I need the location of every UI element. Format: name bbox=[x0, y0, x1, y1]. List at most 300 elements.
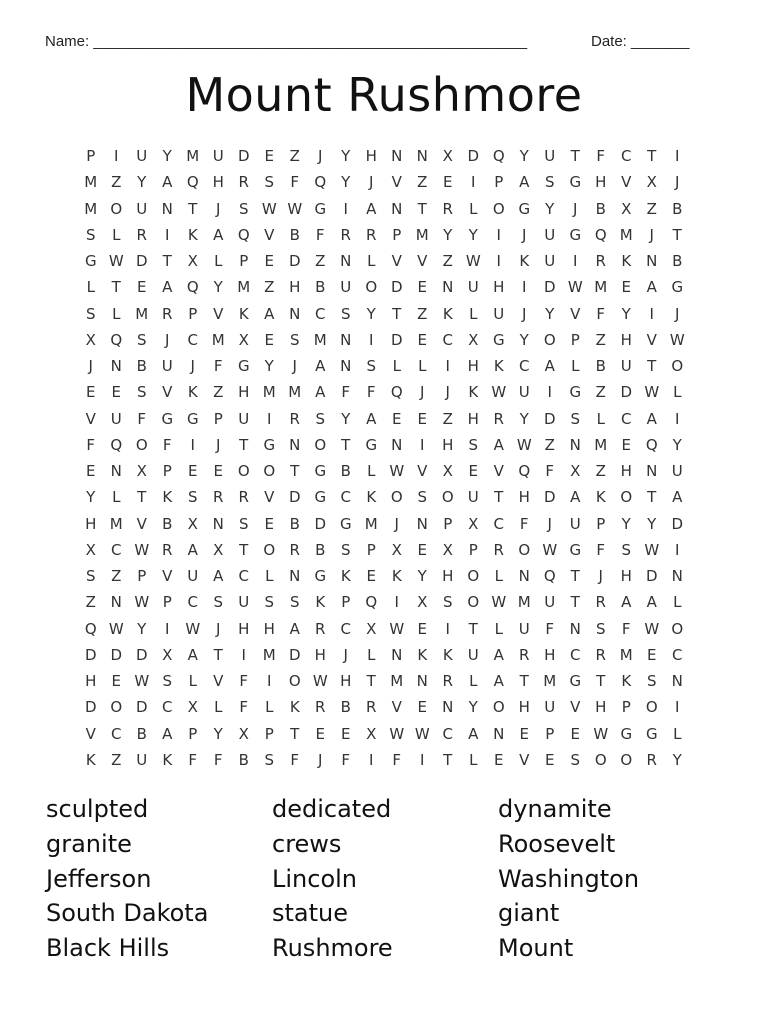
grid-letter[interactable]: N bbox=[110, 462, 122, 481]
grid-letter[interactable]: H bbox=[238, 383, 250, 402]
grid-letter[interactable]: P bbox=[341, 593, 351, 612]
grid-letter[interactable]: X bbox=[417, 593, 428, 612]
grid-letter[interactable]: B bbox=[315, 540, 326, 559]
grid-letter[interactable]: W bbox=[465, 252, 481, 271]
grid-letter[interactable]: X bbox=[442, 147, 453, 166]
grid-letter[interactable]: S bbox=[187, 488, 198, 507]
grid-letter[interactable]: W bbox=[134, 672, 150, 691]
grid-letter[interactable]: G bbox=[569, 225, 582, 244]
grid-letter[interactable]: F bbox=[545, 462, 555, 481]
grid-letter[interactable]: A bbox=[646, 593, 657, 612]
grid-letter[interactable]: S bbox=[264, 593, 275, 612]
grid-letter[interactable]: E bbox=[137, 278, 147, 297]
grid-letter[interactable]: X bbox=[442, 540, 453, 559]
grid-letter[interactable]: H bbox=[620, 567, 632, 586]
grid-letter[interactable]: T bbox=[443, 750, 453, 769]
grid-letter[interactable]: J bbox=[343, 645, 348, 664]
grid-letter[interactable]: S bbox=[315, 409, 326, 428]
grid-letter[interactable]: A bbox=[621, 593, 632, 612]
grid-letter[interactable]: W bbox=[644, 619, 660, 638]
grid-letter[interactable]: C bbox=[340, 488, 351, 507]
grid-letter[interactable]: D bbox=[645, 567, 658, 586]
grid-letter[interactable]: A bbox=[672, 488, 683, 507]
grid-letter[interactable]: P bbox=[188, 724, 198, 743]
grid-letter[interactable]: A bbox=[468, 724, 479, 743]
grid-letter[interactable]: T bbox=[188, 199, 198, 218]
grid-letter[interactable]: E bbox=[417, 619, 427, 638]
grid-letter[interactable]: R bbox=[289, 540, 300, 559]
grid-letter[interactable]: T bbox=[494, 488, 504, 507]
grid-letter[interactable]: Z bbox=[442, 409, 453, 428]
grid-letter[interactable]: I bbox=[369, 750, 374, 769]
grid-letter[interactable]: L bbox=[367, 645, 376, 664]
grid-letter[interactable]: X bbox=[442, 462, 453, 481]
grid-letter[interactable]: N bbox=[646, 462, 658, 481]
grid-letter[interactable]: X bbox=[570, 462, 581, 481]
grid-letter[interactable]: E bbox=[111, 383, 121, 402]
grid-letter[interactable]: F bbox=[290, 750, 300, 769]
grid-letter[interactable]: R bbox=[366, 698, 377, 717]
grid-letter[interactable]: N bbox=[391, 199, 403, 218]
grid-letter[interactable]: L bbox=[673, 593, 682, 612]
grid-letter[interactable]: H bbox=[467, 357, 479, 376]
grid-letter[interactable]: U bbox=[467, 488, 479, 507]
grid-letter[interactable]: A bbox=[213, 225, 224, 244]
grid-letter[interactable]: D bbox=[237, 147, 250, 166]
grid-letter[interactable]: Y bbox=[519, 330, 529, 349]
grid-letter[interactable]: Q bbox=[84, 619, 97, 638]
grid-letter[interactable]: Y bbox=[647, 514, 657, 533]
grid-letter[interactable]: Y bbox=[672, 435, 682, 454]
grid-letter[interactable]: R bbox=[315, 619, 326, 638]
grid-letter[interactable]: Y bbox=[443, 225, 453, 244]
grid-letter[interactable]: U bbox=[544, 252, 556, 271]
grid-letter[interactable]: G bbox=[569, 173, 582, 192]
grid-letter[interactable]: M bbox=[262, 645, 276, 664]
grid-letter[interactable]: N bbox=[391, 147, 403, 166]
grid-letter[interactable]: G bbox=[365, 435, 378, 454]
grid-letter[interactable]: I bbox=[369, 330, 374, 349]
grid-letter[interactable]: D bbox=[288, 645, 301, 664]
grid-letter[interactable]: R bbox=[595, 645, 606, 664]
grid-letter[interactable]: B bbox=[289, 225, 300, 244]
grid-letter[interactable]: U bbox=[238, 593, 250, 612]
grid-letter[interactable]: Q bbox=[518, 462, 531, 481]
grid-letter[interactable]: O bbox=[620, 750, 633, 769]
grid-letter[interactable]: K bbox=[340, 567, 351, 586]
grid-letter[interactable]: X bbox=[468, 514, 479, 533]
grid-letter[interactable]: X bbox=[366, 619, 377, 638]
grid-letter[interactable]: E bbox=[366, 567, 376, 586]
grid-letter[interactable]: T bbox=[570, 147, 580, 166]
grid-letter[interactable]: W bbox=[389, 619, 405, 638]
grid-letter[interactable]: W bbox=[108, 619, 124, 638]
grid-letter[interactable]: R bbox=[595, 593, 606, 612]
grid-letter[interactable]: R bbox=[238, 488, 249, 507]
grid-letter[interactable]: N bbox=[161, 199, 173, 218]
grid-letter[interactable]: I bbox=[547, 383, 552, 402]
date-field[interactable]: Date: _______ bbox=[591, 33, 690, 50]
grid-letter[interactable]: R bbox=[238, 173, 249, 192]
grid-letter[interactable]: O bbox=[441, 488, 454, 507]
grid-letter[interactable]: L bbox=[214, 252, 223, 271]
grid-letter[interactable]: G bbox=[84, 252, 97, 271]
grid-letter[interactable]: V bbox=[162, 383, 173, 402]
grid-letter[interactable]: M bbox=[619, 645, 633, 664]
grid-letter[interactable]: N bbox=[110, 357, 122, 376]
grid-letter[interactable]: T bbox=[162, 252, 172, 271]
grid-letter[interactable]: F bbox=[545, 619, 555, 638]
grid-letter[interactable]: N bbox=[340, 330, 352, 349]
grid-letter[interactable]: A bbox=[162, 173, 173, 192]
grid-letter[interactable]: S bbox=[366, 357, 377, 376]
grid-letter[interactable]: M bbox=[364, 514, 378, 533]
grid-letter[interactable]: K bbox=[162, 750, 173, 769]
grid-letter[interactable]: D bbox=[620, 383, 633, 402]
grid-letter[interactable]: N bbox=[416, 672, 428, 691]
grid-letter[interactable]: Z bbox=[417, 304, 428, 323]
grid-letter[interactable]: H bbox=[518, 698, 530, 717]
grid-letter[interactable]: G bbox=[671, 278, 684, 297]
grid-letter[interactable]: F bbox=[213, 357, 223, 376]
grid-letter[interactable]: X bbox=[187, 514, 198, 533]
grid-letter[interactable]: P bbox=[239, 252, 249, 271]
grid-letter[interactable]: T bbox=[647, 488, 657, 507]
grid-letter[interactable]: R bbox=[315, 698, 326, 717]
grid-letter[interactable]: J bbox=[318, 147, 323, 166]
grid-letter[interactable]: P bbox=[188, 304, 198, 323]
grid-letter[interactable]: Y bbox=[137, 619, 147, 638]
grid-letter[interactable]: S bbox=[595, 619, 606, 638]
grid-letter[interactable]: O bbox=[135, 435, 148, 454]
grid-letter[interactable]: H bbox=[544, 645, 556, 664]
grid-letter[interactable]: W bbox=[669, 330, 685, 349]
grid-letter[interactable]: I bbox=[649, 304, 654, 323]
grid-letter[interactable]: T bbox=[417, 199, 427, 218]
grid-letter[interactable]: L bbox=[112, 304, 121, 323]
grid-letter[interactable]: P bbox=[494, 173, 504, 192]
grid-letter[interactable]: Y bbox=[672, 750, 682, 769]
grid-letter[interactable]: P bbox=[468, 540, 478, 559]
grid-letter[interactable]: Y bbox=[162, 147, 172, 166]
grid-letter[interactable]: P bbox=[137, 567, 147, 586]
grid-letter[interactable]: V bbox=[162, 567, 173, 586]
grid-letter[interactable]: W bbox=[567, 278, 583, 297]
grid-letter[interactable]: B bbox=[238, 750, 249, 769]
grid-letter[interactable]: N bbox=[569, 435, 581, 454]
grid-letter[interactable]: H bbox=[212, 173, 224, 192]
grid-letter[interactable]: N bbox=[289, 435, 301, 454]
grid-letter[interactable]: W bbox=[516, 435, 532, 454]
grid-letter[interactable]: E bbox=[468, 462, 478, 481]
grid-letter[interactable]: E bbox=[621, 278, 631, 297]
grid-letter[interactable]: N bbox=[518, 567, 530, 586]
grid-letter[interactable]: O bbox=[671, 357, 684, 376]
grid-letter[interactable]: M bbox=[262, 383, 276, 402]
grid-letter[interactable]: B bbox=[595, 199, 606, 218]
grid-letter[interactable]: P bbox=[596, 514, 606, 533]
grid-letter[interactable]: E bbox=[188, 462, 198, 481]
grid-letter[interactable]: T bbox=[239, 435, 249, 454]
grid-letter[interactable]: Y bbox=[264, 357, 274, 376]
grid-letter[interactable]: R bbox=[493, 409, 504, 428]
grid-letter[interactable]: T bbox=[596, 672, 606, 691]
grid-letter[interactable]: C bbox=[187, 330, 198, 349]
grid-letter[interactable]: M bbox=[211, 330, 225, 349]
grid-letter[interactable]: P bbox=[443, 514, 453, 533]
grid-letter[interactable]: Q bbox=[186, 173, 199, 192]
grid-letter[interactable]: Y bbox=[86, 488, 96, 507]
grid-letter[interactable]: Y bbox=[545, 304, 555, 323]
grid-letter[interactable]: V bbox=[391, 698, 402, 717]
grid-letter[interactable]: W bbox=[287, 199, 303, 218]
grid-letter[interactable]: C bbox=[519, 357, 530, 376]
grid-letter[interactable]: C bbox=[162, 698, 173, 717]
grid-letter[interactable]: J bbox=[522, 304, 527, 323]
grid-letter[interactable]: V bbox=[417, 462, 428, 481]
grid-letter[interactable]: R bbox=[340, 225, 351, 244]
grid-letter[interactable]: O bbox=[543, 330, 556, 349]
grid-letter[interactable]: I bbox=[675, 147, 680, 166]
grid-letter[interactable]: S bbox=[442, 593, 453, 612]
grid-letter[interactable]: M bbox=[415, 225, 429, 244]
grid-letter[interactable]: G bbox=[263, 435, 276, 454]
grid-letter[interactable]: C bbox=[315, 304, 326, 323]
grid-letter[interactable]: V bbox=[85, 724, 96, 743]
grid-letter[interactable]: D bbox=[543, 488, 556, 507]
grid-letter[interactable]: Y bbox=[341, 147, 351, 166]
grid-letter[interactable]: R bbox=[493, 540, 504, 559]
grid-letter[interactable]: L bbox=[392, 357, 401, 376]
grid-letter[interactable]: F bbox=[290, 173, 300, 192]
grid-letter[interactable]: C bbox=[111, 724, 122, 743]
grid-letter[interactable]: Q bbox=[492, 147, 505, 166]
grid-letter[interactable]: Q bbox=[365, 593, 378, 612]
grid-letter[interactable]: T bbox=[468, 619, 478, 638]
grid-letter[interactable]: X bbox=[162, 645, 173, 664]
grid-letter[interactable]: D bbox=[467, 147, 480, 166]
grid-letter[interactable]: A bbox=[187, 540, 198, 559]
grid-letter[interactable]: E bbox=[570, 724, 580, 743]
grid-letter[interactable]: K bbox=[366, 488, 377, 507]
grid-letter[interactable]: Y bbox=[468, 698, 478, 717]
grid-letter[interactable]: N bbox=[493, 724, 505, 743]
grid-letter[interactable]: Z bbox=[417, 173, 428, 192]
grid-letter[interactable]: F bbox=[188, 750, 198, 769]
grid-letter[interactable]: O bbox=[467, 593, 480, 612]
grid-letter[interactable]: X bbox=[238, 724, 249, 743]
grid-letter[interactable]: I bbox=[496, 252, 501, 271]
grid-letter[interactable]: D bbox=[314, 514, 327, 533]
grid-letter[interactable]: N bbox=[416, 514, 428, 533]
grid-letter[interactable]: B bbox=[315, 278, 326, 297]
grid-letter[interactable]: G bbox=[314, 567, 327, 586]
grid-letter[interactable]: T bbox=[341, 435, 351, 454]
grid-letter[interactable]: Y bbox=[417, 567, 427, 586]
grid-letter[interactable]: S bbox=[621, 540, 632, 559]
grid-letter[interactable]: O bbox=[263, 462, 276, 481]
grid-letter[interactable]: K bbox=[468, 383, 479, 402]
grid-letter[interactable]: K bbox=[442, 304, 453, 323]
grid-letter[interactable]: C bbox=[238, 567, 249, 586]
grid-letter[interactable]: X bbox=[136, 462, 147, 481]
grid-letter[interactable]: Q bbox=[390, 383, 403, 402]
grid-letter[interactable]: U bbox=[212, 147, 224, 166]
grid-letter[interactable]: P bbox=[264, 724, 274, 743]
grid-letter[interactable]: Q bbox=[110, 330, 123, 349]
grid-letter[interactable]: S bbox=[162, 672, 173, 691]
grid-letter[interactable]: P bbox=[392, 225, 402, 244]
grid-letter[interactable]: W bbox=[644, 540, 660, 559]
grid-letter[interactable]: F bbox=[596, 304, 606, 323]
grid-letter[interactable]: V bbox=[264, 488, 275, 507]
grid-letter[interactable]: I bbox=[496, 225, 501, 244]
grid-letter[interactable]: I bbox=[343, 199, 348, 218]
grid-letter[interactable]: K bbox=[315, 593, 326, 612]
grid-letter[interactable]: M bbox=[619, 225, 633, 244]
grid-letter[interactable]: B bbox=[595, 357, 606, 376]
grid-letter[interactable]: G bbox=[645, 724, 658, 743]
grid-letter[interactable]: B bbox=[289, 514, 300, 533]
grid-letter[interactable]: F bbox=[162, 435, 172, 454]
grid-letter[interactable]: U bbox=[161, 357, 173, 376]
grid-letter[interactable]: D bbox=[135, 645, 148, 664]
grid-letter[interactable]: X bbox=[187, 252, 198, 271]
grid-letter[interactable]: T bbox=[290, 724, 300, 743]
grid-letter[interactable]: F bbox=[137, 409, 147, 428]
grid-letter[interactable]: H bbox=[518, 488, 530, 507]
grid-letter[interactable]: J bbox=[190, 357, 195, 376]
grid-letter[interactable]: Q bbox=[543, 567, 556, 586]
grid-letter[interactable]: M bbox=[84, 173, 98, 192]
grid-letter[interactable]: S bbox=[85, 567, 96, 586]
grid-letter[interactable]: Z bbox=[595, 330, 606, 349]
grid-letter[interactable]: V bbox=[519, 750, 530, 769]
grid-letter[interactable]: L bbox=[112, 488, 121, 507]
grid-letter[interactable]: J bbox=[318, 750, 323, 769]
grid-letter[interactable]: Z bbox=[595, 383, 606, 402]
grid-letter[interactable]: C bbox=[621, 409, 632, 428]
grid-letter[interactable]: A bbox=[493, 435, 504, 454]
grid-letter[interactable]: M bbox=[186, 147, 200, 166]
grid-letter[interactable]: C bbox=[570, 645, 581, 664]
grid-letter[interactable]: T bbox=[239, 540, 249, 559]
grid-letter[interactable]: S bbox=[570, 409, 581, 428]
grid-letter[interactable]: Z bbox=[646, 199, 657, 218]
grid-letter[interactable]: E bbox=[621, 435, 631, 454]
grid-letter[interactable]: I bbox=[420, 435, 425, 454]
grid-letter[interactable]: H bbox=[620, 330, 632, 349]
grid-letter[interactable]: A bbox=[366, 409, 377, 428]
grid-letter[interactable]: J bbox=[216, 619, 221, 638]
grid-letter[interactable]: O bbox=[518, 540, 531, 559]
grid-letter[interactable]: X bbox=[391, 540, 402, 559]
grid-letter[interactable]: W bbox=[108, 252, 124, 271]
grid-letter[interactable]: X bbox=[85, 330, 96, 349]
grid-letter[interactable]: F bbox=[315, 225, 325, 244]
grid-letter[interactable]: E bbox=[417, 330, 427, 349]
grid-letter[interactable]: Q bbox=[110, 435, 123, 454]
grid-letter[interactable]: H bbox=[238, 619, 250, 638]
grid-letter[interactable]: Q bbox=[314, 173, 327, 192]
grid-letter[interactable]: U bbox=[544, 593, 556, 612]
grid-letter[interactable]: A bbox=[570, 488, 581, 507]
grid-letter[interactable]: I bbox=[190, 435, 195, 454]
grid-letter[interactable]: P bbox=[545, 724, 555, 743]
grid-letter[interactable]: Z bbox=[111, 750, 122, 769]
grid-letter[interactable]: H bbox=[365, 147, 377, 166]
grid-letter[interactable]: K bbox=[595, 488, 606, 507]
grid-letter[interactable]: E bbox=[86, 462, 96, 481]
grid-letter[interactable]: A bbox=[493, 672, 504, 691]
grid-letter[interactable]: Y bbox=[137, 173, 147, 192]
grid-letter[interactable]: J bbox=[675, 304, 680, 323]
grid-letter[interactable]: T bbox=[366, 672, 376, 691]
grid-letter[interactable]: N bbox=[671, 567, 683, 586]
grid-letter[interactable]: C bbox=[340, 619, 351, 638]
grid-letter[interactable]: O bbox=[492, 199, 505, 218]
grid-letter[interactable]: B bbox=[672, 199, 683, 218]
grid-letter[interactable]: Y bbox=[519, 147, 529, 166]
grid-letter[interactable]: F bbox=[341, 383, 351, 402]
grid-letter[interactable]: H bbox=[85, 514, 97, 533]
grid-letter[interactable]: V bbox=[646, 330, 657, 349]
grid-letter[interactable]: X bbox=[366, 724, 377, 743]
grid-letter[interactable]: O bbox=[237, 462, 250, 481]
grid-letter[interactable]: T bbox=[672, 225, 682, 244]
grid-letter[interactable]: U bbox=[518, 619, 530, 638]
grid-letter[interactable]: F bbox=[596, 540, 606, 559]
grid-letter[interactable]: W bbox=[389, 462, 405, 481]
grid-letter[interactable]: N bbox=[289, 304, 301, 323]
grid-letter[interactable]: H bbox=[595, 698, 607, 717]
grid-letter[interactable]: J bbox=[547, 514, 552, 533]
grid-letter[interactable]: Q bbox=[645, 435, 658, 454]
grid-letter[interactable]: E bbox=[417, 409, 427, 428]
grid-letter[interactable]: J bbox=[445, 383, 450, 402]
grid-letter[interactable]: U bbox=[136, 199, 148, 218]
grid-letter[interactable]: Z bbox=[213, 383, 224, 402]
grid-letter[interactable]: A bbox=[264, 304, 275, 323]
grid-letter[interactable]: K bbox=[187, 225, 198, 244]
grid-letter[interactable]: Q bbox=[186, 278, 199, 297]
grid-letter[interactable]: M bbox=[517, 593, 531, 612]
grid-letter[interactable]: N bbox=[569, 619, 581, 638]
grid-letter[interactable]: Z bbox=[85, 593, 96, 612]
grid-letter[interactable]: A bbox=[213, 567, 224, 586]
grid-letter[interactable]: Z bbox=[595, 462, 606, 481]
grid-letter[interactable]: Y bbox=[366, 304, 376, 323]
grid-letter[interactable]: L bbox=[265, 698, 274, 717]
grid-letter[interactable]: R bbox=[136, 225, 147, 244]
grid-letter[interactable]: N bbox=[671, 672, 683, 691]
grid-letter[interactable]: S bbox=[646, 672, 657, 691]
grid-letter[interactable]: U bbox=[518, 383, 530, 402]
grid-letter[interactable]: U bbox=[467, 645, 479, 664]
grid-letter[interactable]: Y bbox=[213, 278, 223, 297]
grid-letter[interactable]: W bbox=[134, 540, 150, 559]
grid-letter[interactable]: A bbox=[315, 357, 326, 376]
grid-letter[interactable]: L bbox=[494, 619, 503, 638]
grid-letter[interactable]: E bbox=[545, 750, 555, 769]
grid-letter[interactable]: J bbox=[573, 199, 578, 218]
grid-letter[interactable]: I bbox=[675, 409, 680, 428]
grid-letter[interactable]: I bbox=[241, 645, 246, 664]
grid-letter[interactable]: G bbox=[569, 383, 582, 402]
grid-letter[interactable]: U bbox=[569, 514, 581, 533]
grid-letter[interactable]: R bbox=[162, 540, 173, 559]
grid-letter[interactable]: I bbox=[445, 619, 450, 638]
